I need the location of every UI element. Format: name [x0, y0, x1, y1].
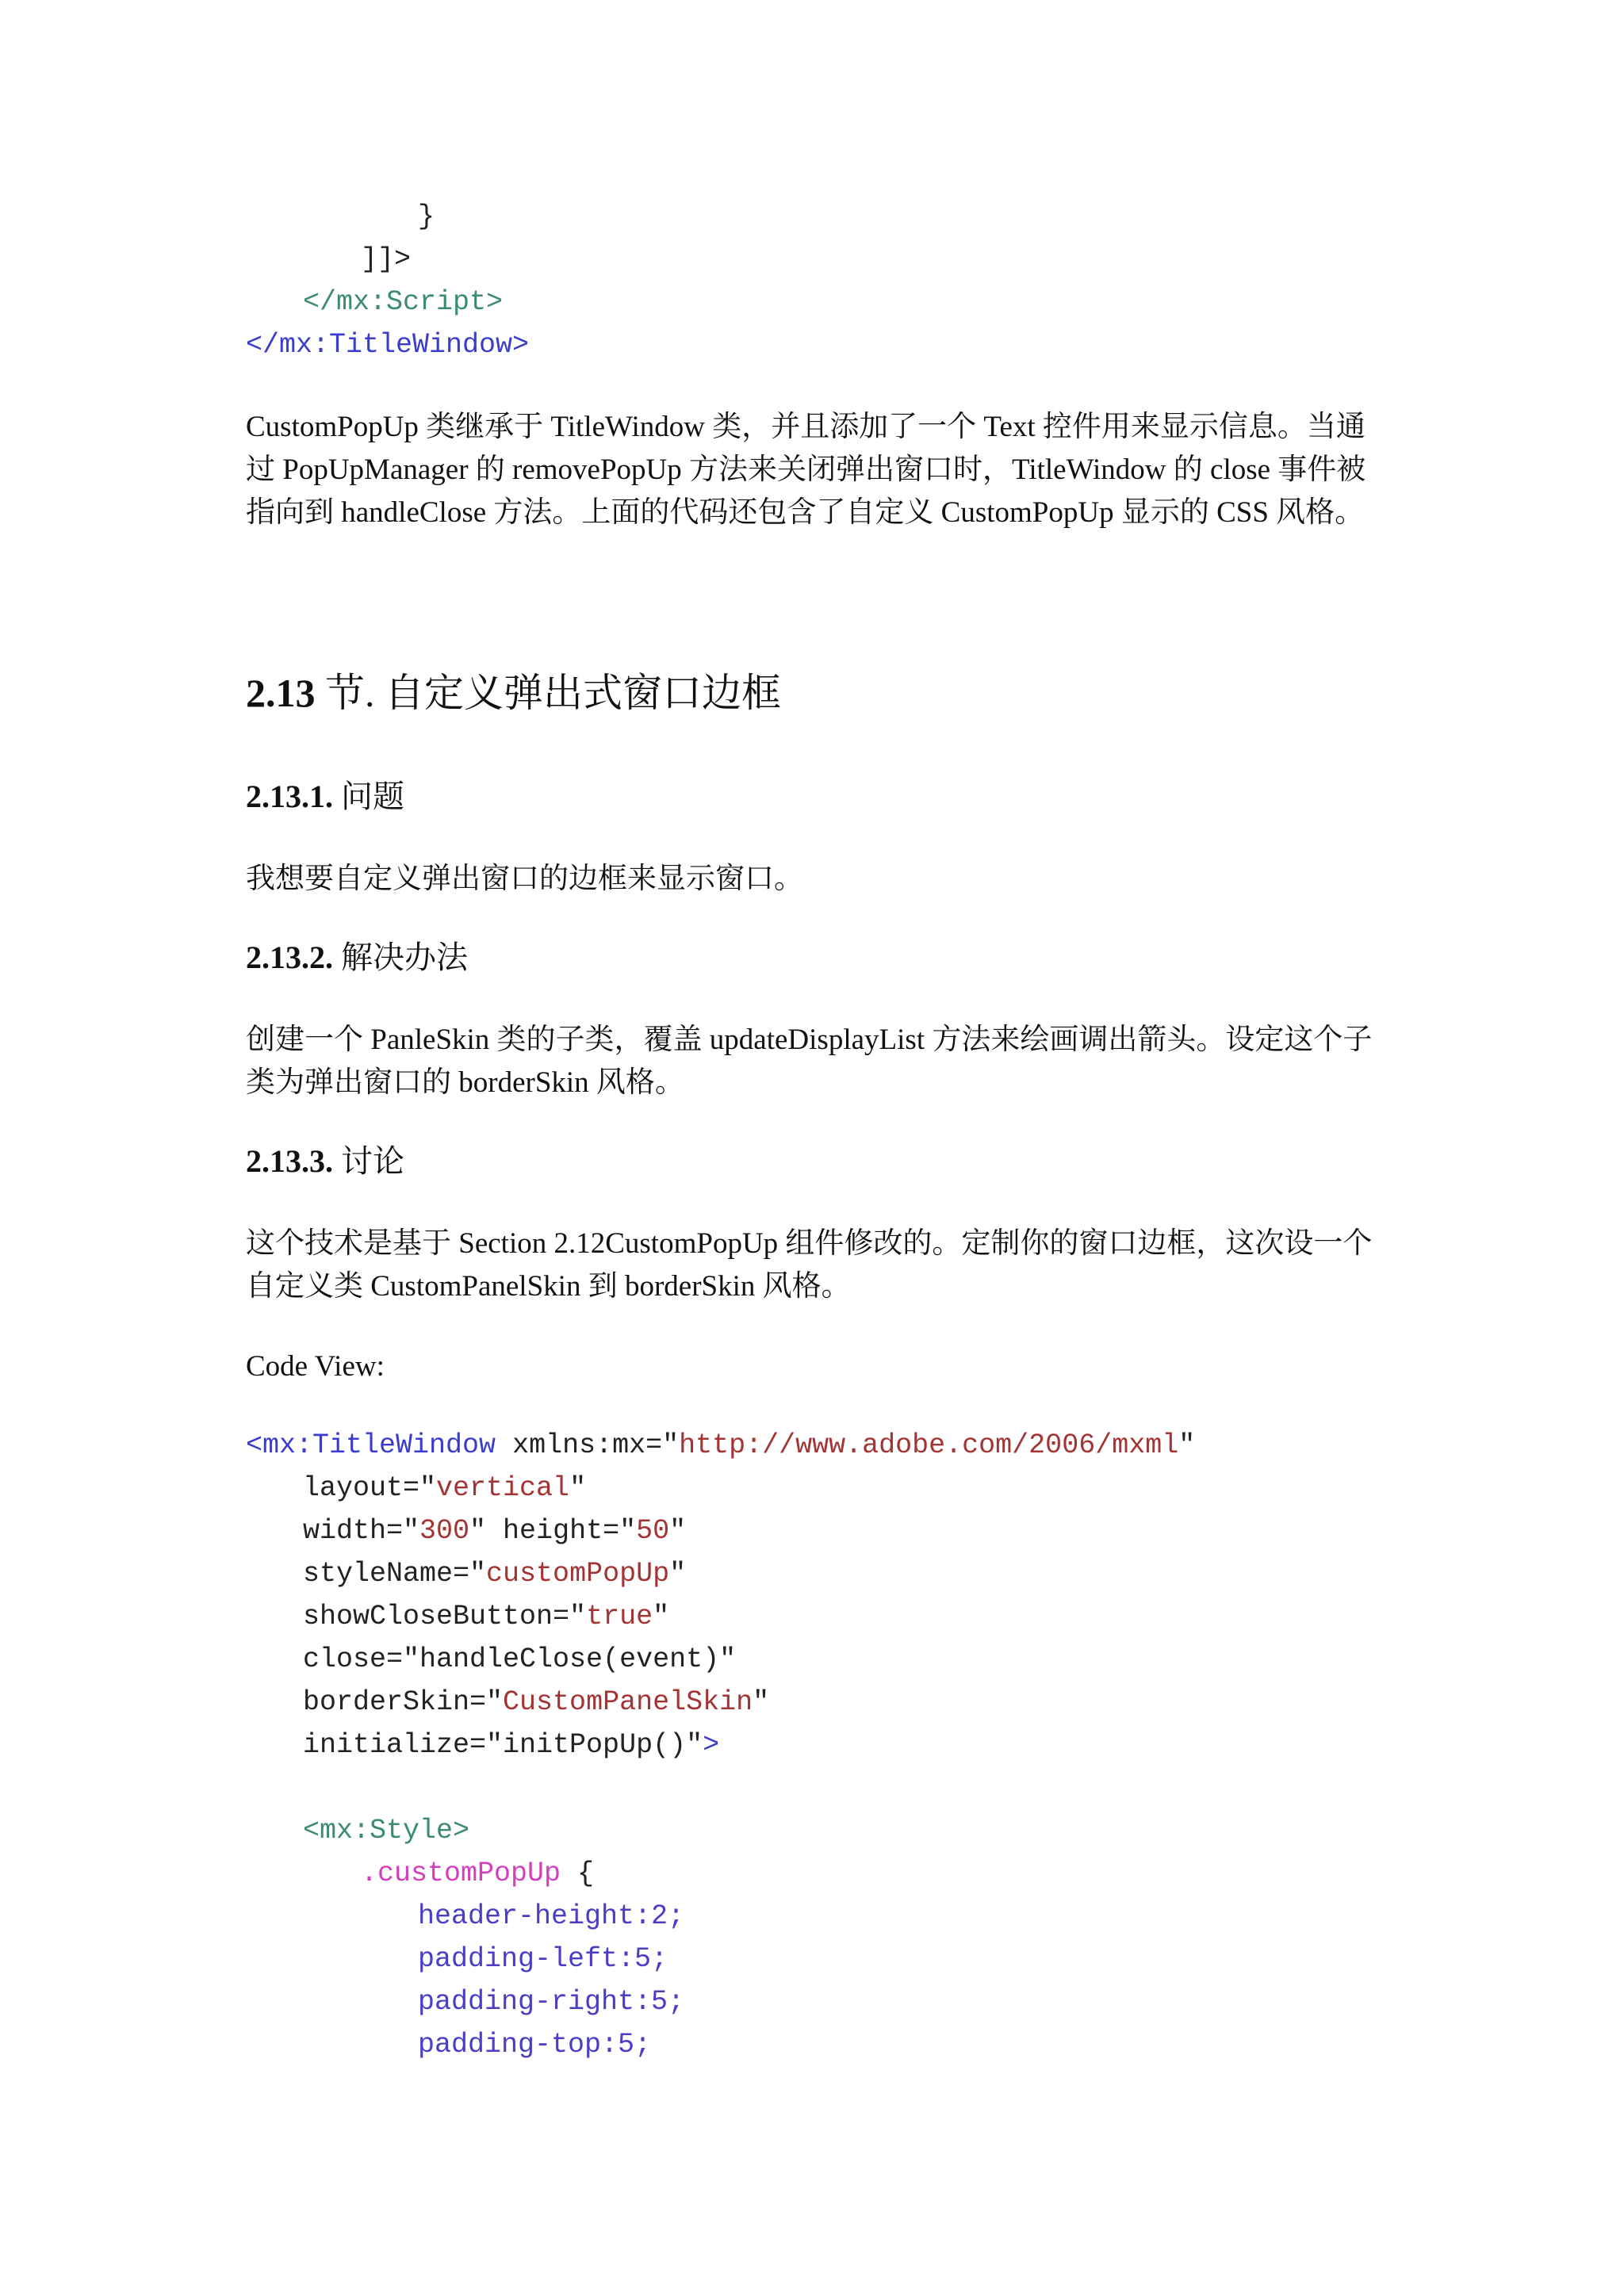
css-property: padding-left [418, 1943, 619, 1975]
code-attr: " height=" [469, 1515, 637, 1547]
solution-paragraph: 创建一个 PanleSkin 类的子类，覆盖 updateDisplayList 方法来绘画调出箭头。设定这个子类为弹出窗口的 borderSkin 风格。 [246, 1024, 1373, 1099]
section-heading [246, 669, 781, 717]
code-value: http://www.adobe.com/2006/mxml [679, 1429, 1179, 1461]
code-line-5 [303, 1595, 669, 1638]
code-attr: width=" [303, 1515, 420, 1547]
css-value: :5; [618, 1943, 668, 1975]
code-line-6: close="handleClose(event)" [303, 1644, 737, 1675]
code-attr: borderSkin=" [303, 1686, 504, 1718]
section-title: 节. 自定义弹出式窗口边框 [325, 671, 781, 715]
code-line-8 [303, 1724, 719, 1766]
subheading-number: 2.13.2. [246, 939, 333, 975]
code-quote: " [669, 1558, 687, 1590]
subheading-title: 讨论 [341, 1143, 404, 1179]
css-value: :5; [601, 2029, 652, 2061]
intro-paragraph: CustomPopUp 类继承于 TitleWindow 类，并且添加了一个 Text 控件用来显示信息。当通过 PopUpManager 的 removePopUp 方法来关闭弹出窗口时，TitleWindow 的 close 事件被指向到 handleClose 方法。上面的代码还包含了自定义 CustomPopUp 显示的 CSS 风格。 [246, 411, 1366, 529]
code-line-4 [303, 1552, 686, 1595]
code-line-1 [246, 1424, 1195, 1467]
code-line-3 [303, 1510, 686, 1552]
code-line-prop-2 [418, 1938, 668, 1980]
code-value: customPopUp [486, 1558, 670, 1590]
css-property: padding-top [418, 2029, 602, 2061]
subheading-number: 2.13.3. [246, 1143, 333, 1179]
code-quote: " [753, 1686, 770, 1718]
css-brace: { [561, 1858, 595, 1889]
code-line-prop-4 [418, 2023, 651, 2066]
code-value: vertical [436, 1472, 570, 1504]
code-line-7 [303, 1681, 769, 1724]
code-view-label: Code View: [246, 1350, 385, 1383]
code-line-prop-3 [418, 1980, 684, 2023]
section-number: 2.13 [246, 671, 316, 715]
code-line-titlewindow-close: </mx:TitleWindow> [246, 329, 530, 361]
code-line-style-open: <mx:Style> [303, 1815, 470, 1846]
code-value: CustomPanelSkin [503, 1686, 753, 1718]
subheading-problem [246, 777, 404, 817]
subheading-discussion [246, 1142, 404, 1181]
css-property: header-height [418, 1900, 635, 1932]
subheading-solution [246, 938, 468, 978]
code-quote: " [569, 1472, 587, 1504]
code-line-2 [303, 1467, 586, 1510]
code-quote: " [669, 1515, 687, 1547]
subheading-number: 2.13.1. [246, 779, 333, 814]
subheading-title: 解决办法 [341, 939, 468, 975]
code-value: 300 [419, 1515, 470, 1547]
code-line-selector [361, 1852, 594, 1895]
css-value: :2; [634, 1900, 685, 1932]
css-selector: .customPopUp [361, 1858, 561, 1889]
code-value: true [586, 1601, 653, 1632]
css-value: :5; [634, 1986, 685, 2018]
code-value: 50 [636, 1515, 670, 1547]
code-line-prop-1 [418, 1895, 684, 1938]
code-line-script-close: </mx:Script> [303, 286, 504, 318]
code-attr: styleName=" [303, 1558, 487, 1590]
code-attr: xmlns:mx=" [496, 1429, 680, 1461]
code-quote: " [653, 1601, 670, 1632]
css-property: padding-right [418, 1986, 635, 2018]
problem-paragraph: 我想要自定义弹出窗口的边框来显示窗口。 [246, 863, 803, 895]
discussion-paragraph: 这个技术是基于 Section 2.12CustomPopUp 组件修改的。定制你的窗口边框，这次设一个自定义类 CustomPanelSkin 到 borderSkin 风格。 [246, 1227, 1373, 1303]
code-tag: <mx:TitleWindow [246, 1429, 496, 1461]
code-line-brace: } [418, 201, 435, 232]
code-tag-end: > [703, 1729, 720, 1761]
code-attr: initialize="initPopUp()" [303, 1729, 703, 1761]
code-attr: showCloseButton=" [303, 1601, 587, 1632]
code-quote: " [1178, 1429, 1196, 1461]
subheading-title: 问题 [341, 779, 404, 814]
code-attr: layout=" [303, 1472, 437, 1504]
code-line-cdata-end: ]]> [361, 243, 412, 275]
